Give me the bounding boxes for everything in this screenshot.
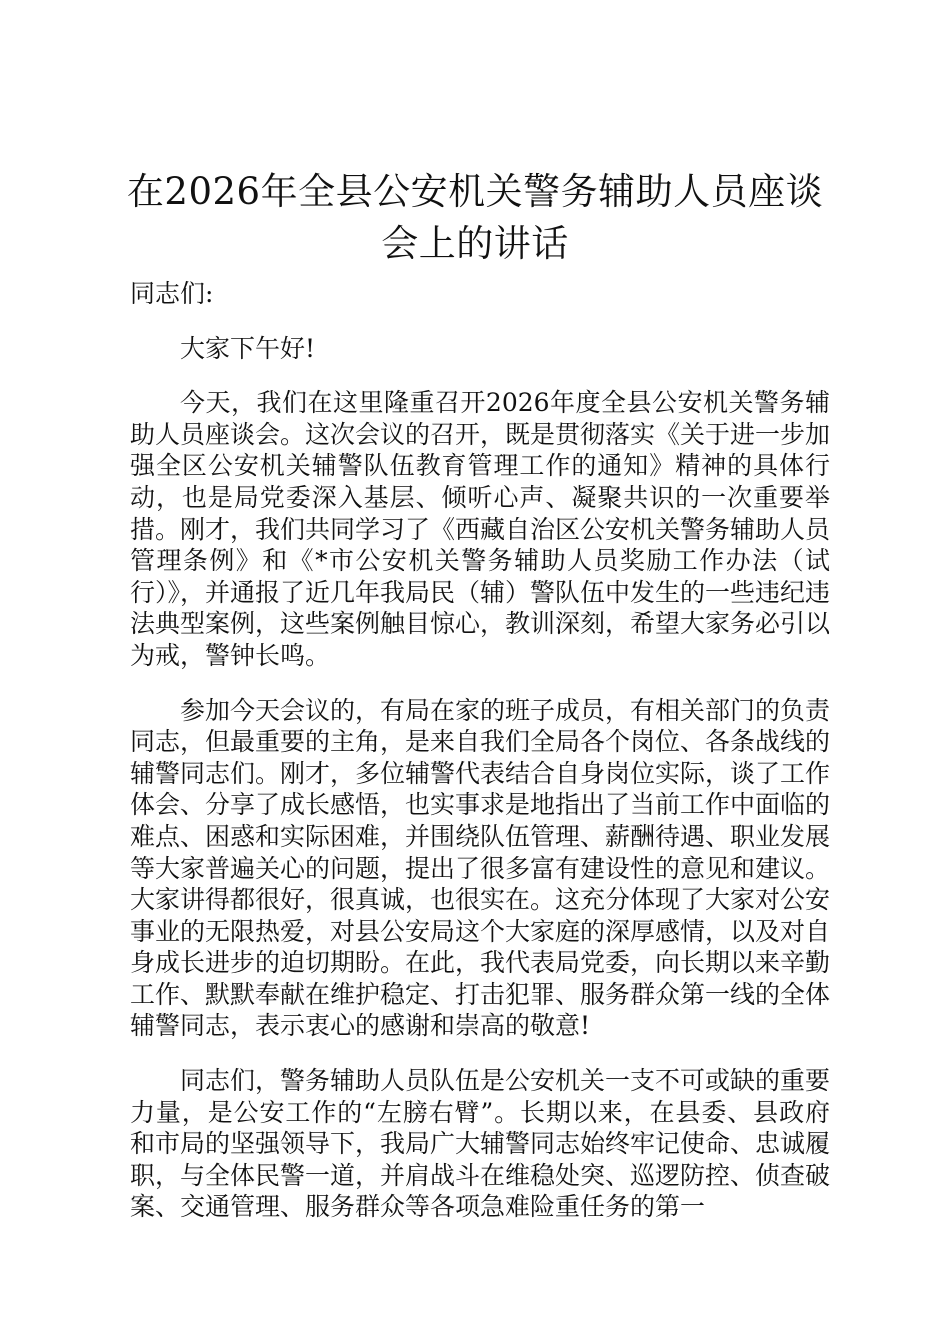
body-paragraph: 今天，我们在这里隆重召开2026年度全县公安机关警务辅助人员座谈会。这次会议的召开，既是贯彻落实《关于进一步加强全区公安机关辅警队伍教育管理工作的通知》精神的具体行动，也是局党委深入基层、倾听心声、凝聚共识的一次重要举措。刚才，我们共同学习了《西藏自治区公安机关警务辅助人员管理条例》和《*市公安机关警务辅助人员奖励工作办法（试行）》，并通报了近几年我局民（辅）警队伍中发生的一些违纪违法典型案例，这些案例触目惊心，教训深刻，希望大家务必引以为戒，警钟长鸣。 [130,388,831,670]
document-body [130,278,830,1246]
document-title: 在2026年全县公安机关警务辅助人员座谈会上的讲话 [126,170,824,265]
greeting: 大家下午好! [180,333,316,363]
body-paragraph: 参加今天会议的，有局在家的班子成员，有相关部门的负责同志，但最重要的主角，是来自我们全局各个岗位、各条战线的辅警同志们。刚才，多位辅警代表结合自身岗位实际，谈了工作体会、分享了成长感悟，也实事求是地指出了当前工作中面临的难点、困惑和实际困难，并围绕队伍管理、薪酬待遇、职业发展等大家普遍关心的问题，提出了很多富有建设性的意见和建议。大家讲得都很好，很真诚，也很实在。这充分体现了大家对公安事业的无限热爱，对县公安局这个大家庭的深厚感情，以及对自身成长进步的迫切期盼。在此，我代表局党委，向长期以来辛勤工作、默默奉献在维护稳定、打击犯罪、服务群众第一线的全体辅警同志，表示衷心的感谢和崇高的敬意! [130,695,831,1041]
body-paragraph: 同志们，警务辅助人员队伍是公安机关一支不可或缺的重要力量，是公安工作的“左膀右臂”。长期以来，在县委、县政府和市局的坚强领导下，我局广大辅警同志始终牢记使命、忠诚履职，与全体民警一道，并肩战斗在维稳处突、巡逻防控、侦查破案、交通管理、服务群众等各项急难险重任务的第一 [130,1066,831,1222]
salutation: 同志们: [130,279,214,308]
